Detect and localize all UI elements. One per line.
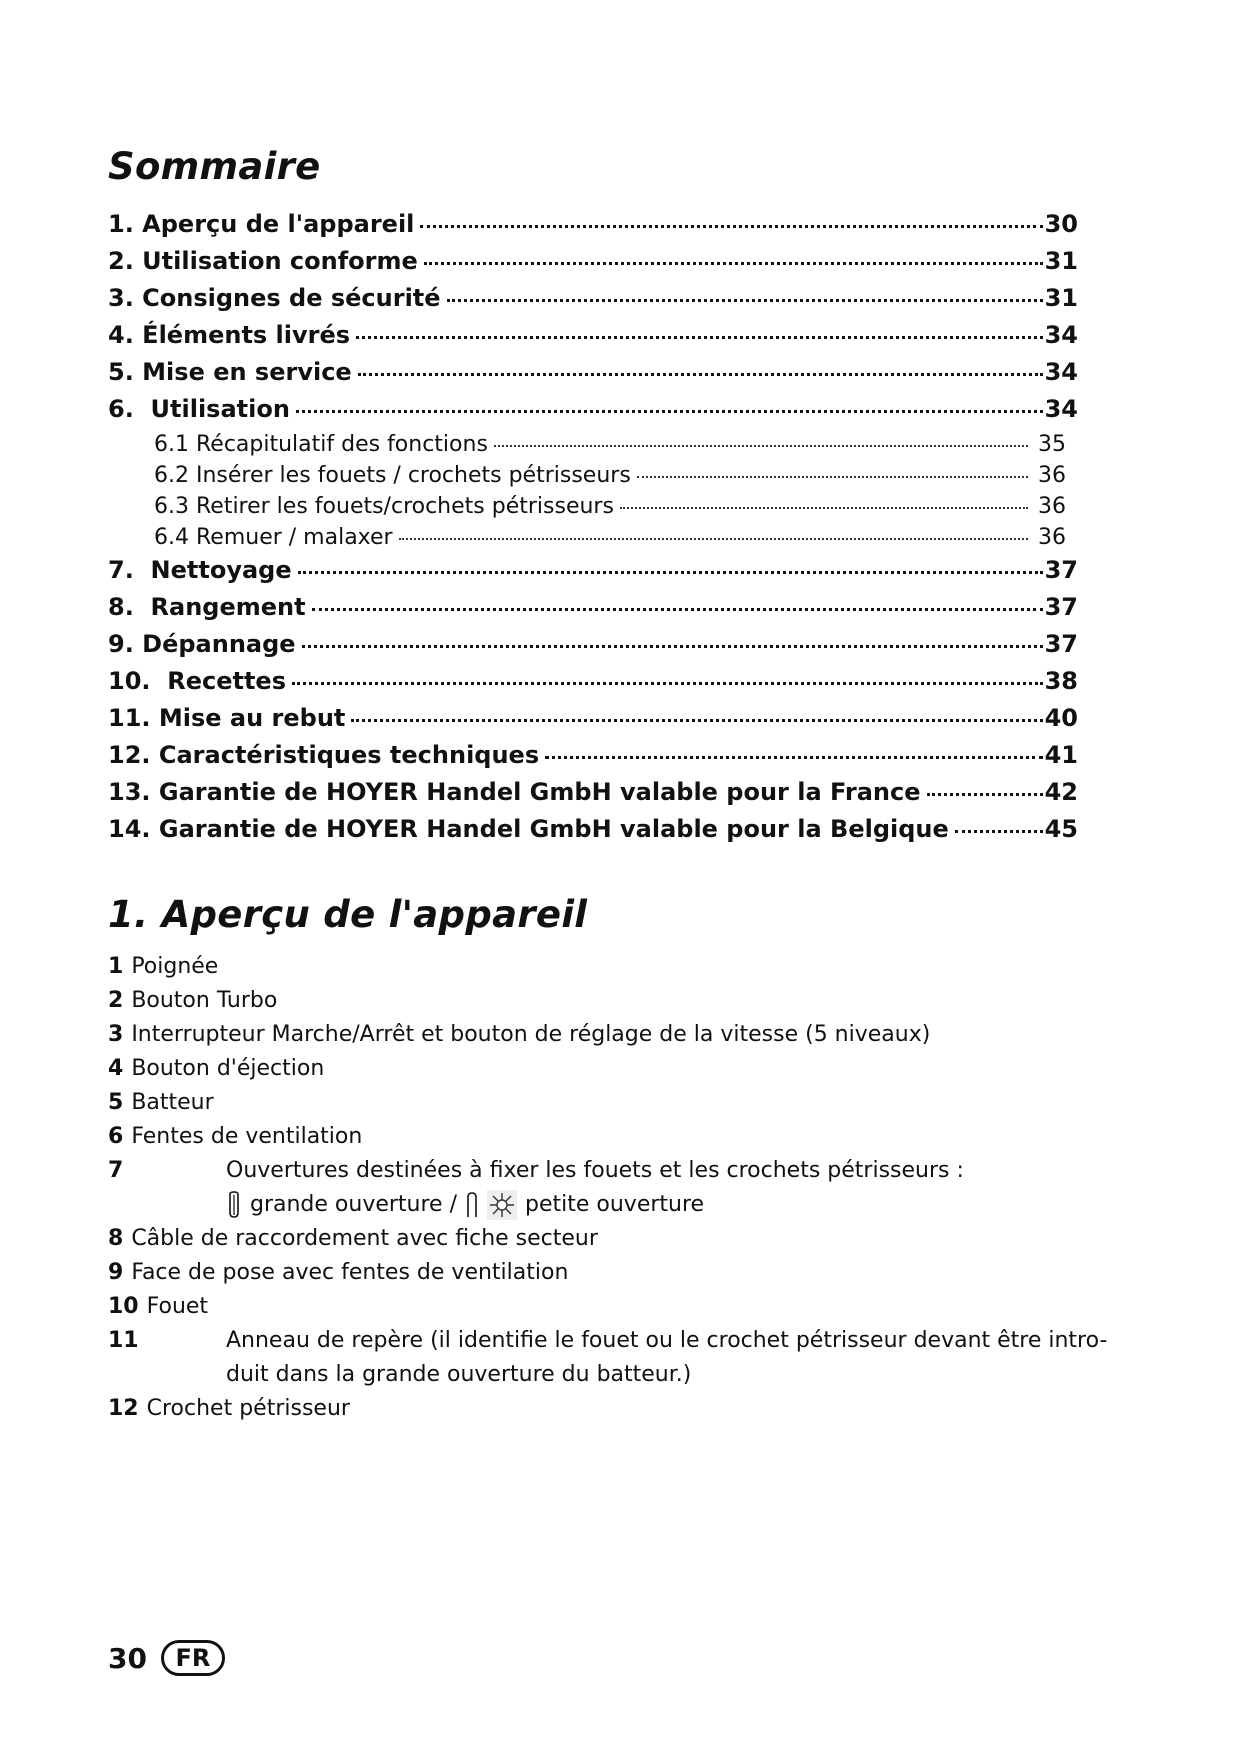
toc-sub-entry[interactable]: 6.3 Retirer les fouets/crochets pétrisseurs 36 xyxy=(154,494,1066,519)
list-item: 6 Fentes de ventilation xyxy=(108,1124,363,1149)
list-item: 2 Bouton Turbo xyxy=(108,988,278,1013)
toc-entry[interactable]: 7. Nettoyage 37 xyxy=(108,556,1078,584)
toc-entry[interactable]: 5. Mise en service 34 xyxy=(108,358,1078,386)
toc-sub-entry[interactable]: 6.1 Récapitulatif des fonctions 35 xyxy=(154,432,1066,457)
toc-entry[interactable]: 6. Utilisation 34 xyxy=(108,395,1078,423)
page-number: 30 xyxy=(108,1641,147,1675)
toc-entry[interactable]: 2. Utilisation conforme 31 xyxy=(108,247,1078,275)
toc-sub-entry[interactable]: 6.4 Remuer / malaxer 36 xyxy=(154,525,1066,550)
toc-entry[interactable]: 3. Consignes de sécurité 31 xyxy=(108,284,1078,312)
overview-title: 1. Aperçu de l'appareil xyxy=(108,893,588,936)
toc-entry[interactable]: 4. Éléments livrés 34 xyxy=(108,321,1078,349)
list-item: 11 Anneau de repère (il identifie le fouet ou le crochet pétrisseur devant être intro-duit dans la grande ouverture du batteur.) xyxy=(108,1328,1108,1387)
table-of-contents xyxy=(108,210,1078,852)
language-badge: FR xyxy=(161,1640,225,1676)
toc-entry[interactable]: 14. Garantie de HOYER Handel GmbH valable pour la Belgique 45 xyxy=(108,815,1078,843)
list-item: 12 Crochet pétrisseur xyxy=(108,1396,350,1421)
toc-sub-entry[interactable]: 6.2 Insérer les fouets / crochets pétrisseurs 36 xyxy=(154,463,1066,488)
toc-title: Sommaire xyxy=(108,145,321,188)
list-item: 5 Batteur xyxy=(108,1090,214,1115)
list-item: 8 Câble de raccordement avec fiche secteur xyxy=(108,1226,598,1251)
whisk-symbol-icon xyxy=(487,1190,517,1220)
list-item: 7 Ouvertures destinées à fixer les fouets et les crochets pétrisseurs : grande ouverture / petite ouverture xyxy=(108,1154,1128,1222)
small-opening-icon xyxy=(465,1191,479,1219)
list-item: 3 Interrupteur Marche/Arrêt et bouton de réglage de la vitesse (5 niveaux) xyxy=(108,1022,931,1047)
toc-entry[interactable]: 9. Dépannage 37 xyxy=(108,630,1078,658)
toc-entry[interactable]: 1. Aperçu de l'appareil 30 xyxy=(108,210,1078,238)
toc-entry[interactable]: 8. Rangement 37 xyxy=(108,593,1078,621)
toc-entry[interactable]: 10. Recettes 38 xyxy=(108,667,1078,695)
toc-entry[interactable]: 13. Garantie de HOYER Handel GmbH valable pour la France 42 xyxy=(108,778,1078,806)
list-item: 4 Bouton d'éjection xyxy=(108,1056,325,1081)
list-item: 10 Fouet xyxy=(108,1294,209,1319)
list-item: 9 Face de pose avec fentes de ventilation xyxy=(108,1260,569,1285)
page-footer xyxy=(108,1640,225,1676)
toc-entry[interactable]: 11. Mise au rebut 40 xyxy=(108,704,1078,732)
large-opening-icon xyxy=(226,1191,242,1219)
toc-entry[interactable]: 12. Caractéristiques techniques 41 xyxy=(108,741,1078,769)
list-item: 1 Poignée xyxy=(108,954,219,979)
parts-list xyxy=(108,950,1128,1426)
